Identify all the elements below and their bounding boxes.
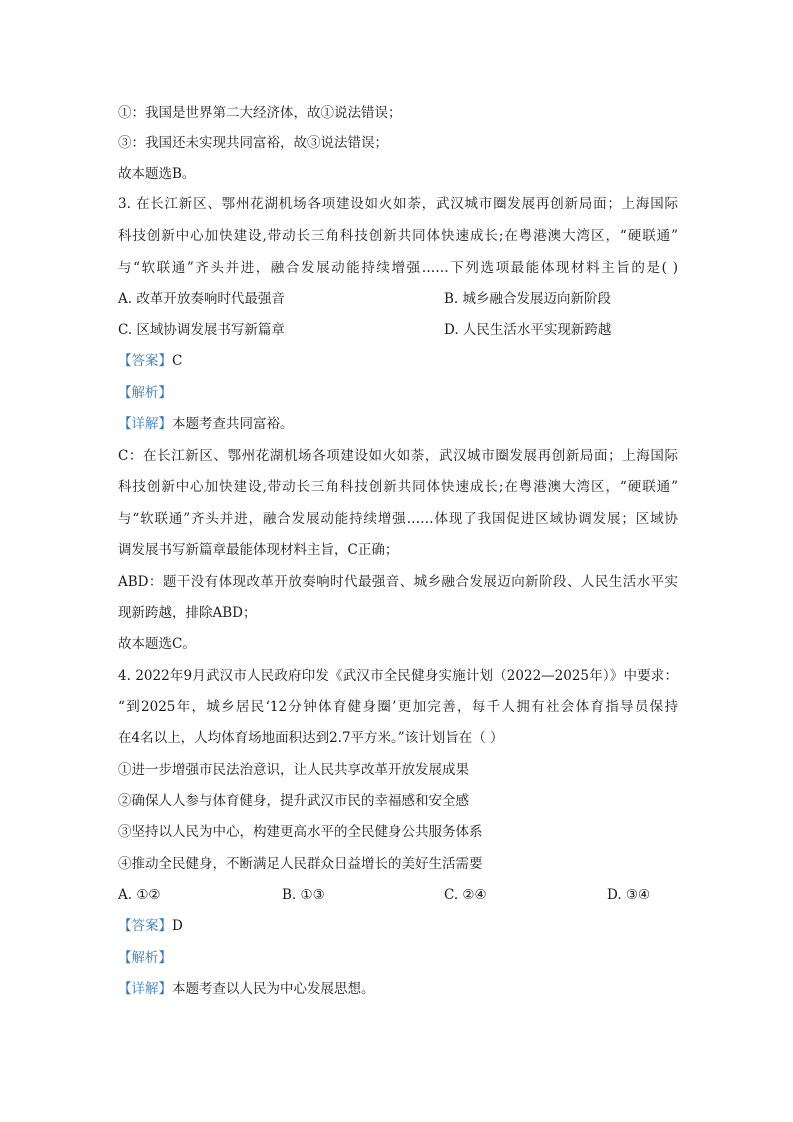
- q3-option-c: C. 区域协调发展书写新篇章: [118, 322, 285, 338]
- q4-stem-line-2: “到2025年，城乡居民‘12分钟体育健身圈’更加完善，每千人拥有社会体育指导员保持: [118, 699, 678, 715]
- q3-explanation-line-1: C：在长江新区、鄂州花湖机场各项建设如火如荼，武汉城市圈发展再创新局面；上海国际: [118, 448, 678, 464]
- q4-option-d: D. ③④: [607, 887, 651, 903]
- intro-line-2: ③：我国还未实现共同富裕，故③说法错误；: [118, 135, 388, 151]
- q3-explanation-line-3: 与“软联通”齐头并进，融合发展动能持续增强……体现了我国促进区域协调发展；区域协: [118, 511, 678, 527]
- q3-stem-line-3: 与“软联通”齐头并进，融合发展动能持续增强……下列选项最能体现材料主旨的是( ): [118, 260, 678, 276]
- q4-stem-line-1: 4. 2022年9月武汉市人民政府印发《武汉市全民健身实施计划（2022—2025年）》中要求：: [118, 668, 678, 684]
- detail-tag: 【详解】: [118, 981, 172, 997]
- q4-item-4: ④推动全民健身，不断满足人民群众日益增长的美好生活需要: [118, 856, 483, 872]
- q3-answer-value: C: [172, 353, 183, 369]
- q4-option-c: C. ②④: [444, 887, 487, 903]
- q4-detail-text: 本题考查以人民为中心发展思想。: [172, 981, 375, 997]
- q3-explanation-line-6: 现新跨越，排除ABD；: [118, 605, 257, 621]
- q3-detail-line: [118, 414, 678, 434]
- q3-explanation-line-7: 故本题选C。: [118, 636, 196, 652]
- answer-tag: 【答案】: [118, 918, 172, 934]
- q4-detail-line: [118, 979, 678, 999]
- q3-option-a: A. 改革开放奏响时代最强音: [118, 291, 285, 307]
- q4-answer-line: [118, 916, 678, 936]
- q3-stem-line-1: 3. 在长江新区、鄂州花湖机场各项建设如火如荼，武汉城市圈发展再创新局面；上海国际: [118, 196, 678, 212]
- q3-analysis-tag: 【解析】: [118, 385, 172, 401]
- answer-tag: 【答案】: [118, 353, 172, 369]
- q4-option-b: B. ①③: [282, 887, 325, 903]
- q3-explanation-line-4: 调发展书写新篇章最能体现材料主旨，C正确；: [118, 542, 399, 558]
- q3-detail-text: 本题考查共同富裕。: [172, 416, 294, 432]
- q4-answer-value: D: [172, 918, 183, 934]
- intro-line-3: 故本题选B。: [118, 166, 196, 182]
- q3-option-b: B. 城乡融合发展迈向新阶段: [444, 291, 612, 307]
- q4-item-1: ①进一步增强市民法治意识，让人民共享改革开放发展成果: [118, 762, 469, 778]
- q4-analysis-tag: 【解析】: [118, 950, 172, 966]
- q4-stem-line-3: 在4名以上，人均体育场地面积达到2.7平方米。”该计划旨在（ ）: [118, 730, 504, 746]
- q4-item-3: ③坚持以人民为中心，构建更高水平的全民健身公共服务体系: [118, 824, 483, 840]
- intro-line-1: ①：我国是世界第二大经济体，故①说法错误；: [118, 105, 402, 121]
- q3-explanation-line-5: ABD：题干没有体现改革开放奏响时代最强音、城乡融合发展迈向新阶段、人民生活水平实: [118, 574, 678, 590]
- q3-explanation-line-2: 科技创新中心加快建设,带动长三角科技创新共同体快速成长;在粤港澳大湾区，“硬联通”: [118, 479, 678, 495]
- detail-tag: 【详解】: [118, 416, 172, 432]
- q3-answer-line: [118, 351, 678, 371]
- q4-option-a: A. ①②: [118, 887, 161, 903]
- q3-stem-line-2: 科技创新中心加快建设,带动长三角科技创新共同体快速成长;在粤港澳大湾区，“硬联通”: [118, 228, 678, 244]
- q4-item-2: ②确保人人参与体育健身，提升武汉市民的幸福感和安全感: [118, 793, 469, 809]
- q3-option-d: D. 人民生活水平实现新跨越: [444, 322, 612, 338]
